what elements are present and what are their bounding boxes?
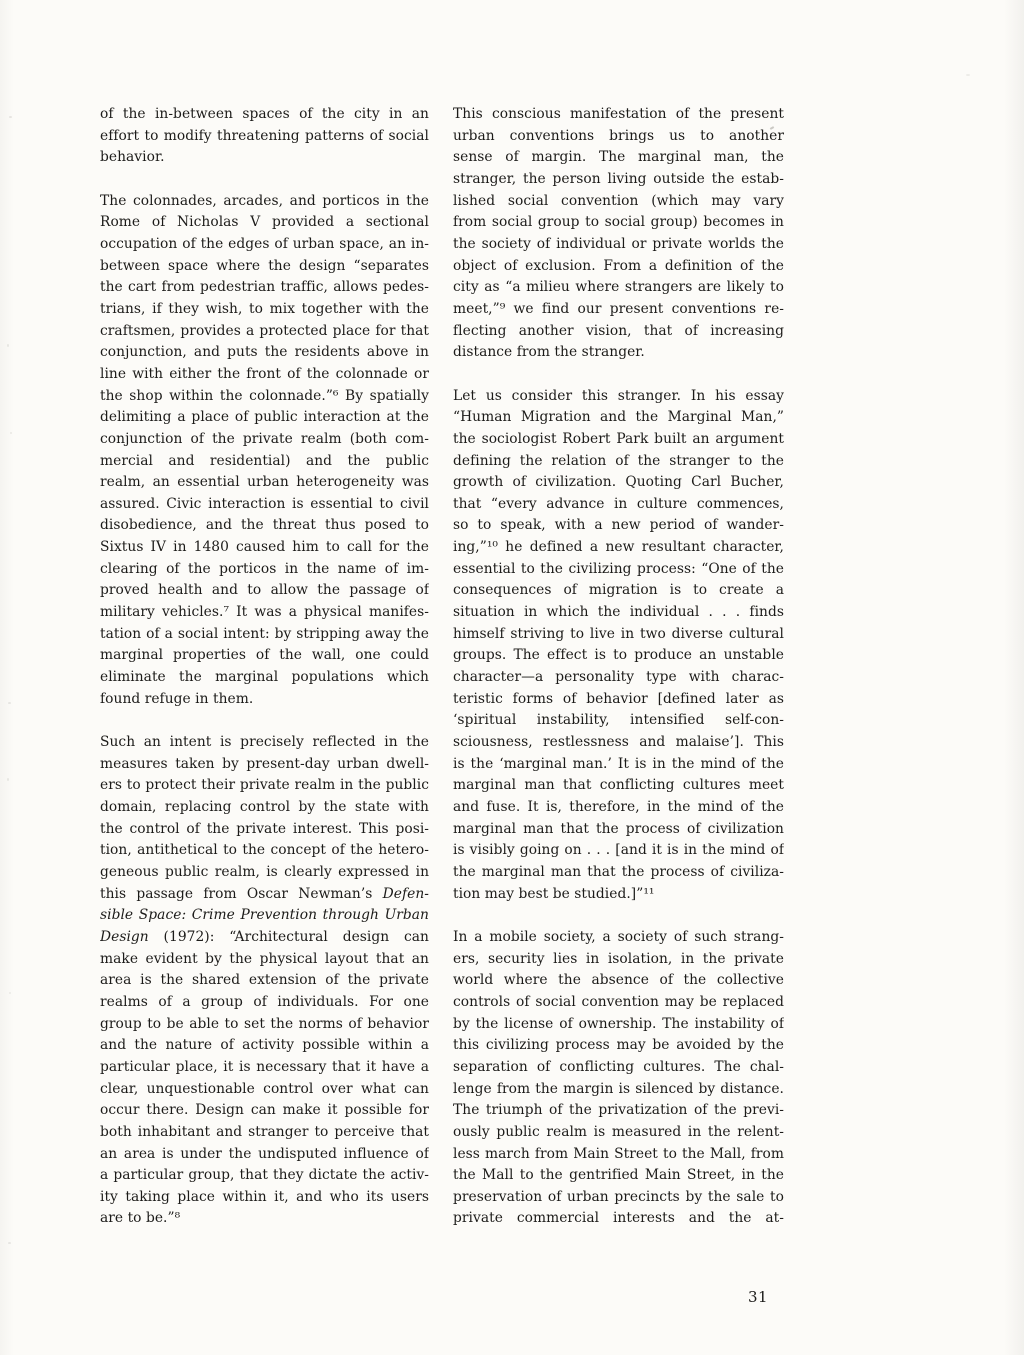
text-line: clear, unquestionable control over what can xyxy=(100,1080,429,1097)
text-line: and fuse. It is, therefore, in the mind of the xyxy=(453,799,784,815)
text-line: preservation of urban precincts by the sale to xyxy=(453,1188,784,1205)
paragraph xyxy=(100,732,429,1230)
text-line: occupation of the edges of urban space, an in- xyxy=(100,235,429,252)
text-line: private commercial interests and the at- xyxy=(453,1210,784,1227)
text-line: the control of the private interest. This posi- xyxy=(100,820,429,837)
text-line: lenge from the margin is silenced by distance. xyxy=(453,1080,784,1097)
text-line: is visibly going on . . . [and it is in the mind of xyxy=(453,842,784,859)
text-line: city as “a milieu where strangers are likely to xyxy=(453,279,784,296)
scan-speckle xyxy=(966,74,970,76)
text-line: the shop within the colonnade.”⁶ By spatially xyxy=(100,387,429,404)
text-line: the Mall to the gentrified Main Street, in the xyxy=(453,1167,784,1184)
paragraph xyxy=(453,104,784,364)
text-line: this civilizing process may be avoided by the xyxy=(453,1037,784,1054)
text-line: teristic forms of behavior [defined later as xyxy=(453,690,784,707)
text-line: assured. Civic interaction is essential to civil xyxy=(100,495,429,512)
text-line: separation of conflicting cultures. The chal- xyxy=(453,1058,784,1075)
text-line: domain, replacing control by the state with xyxy=(100,799,429,815)
text-line: tion, antithetical to the concept of the hetero- xyxy=(100,842,429,859)
text-line: conjunction, and puts the residents above in xyxy=(100,344,429,361)
text-line: tation of a social intent: by stripping away the xyxy=(100,625,429,642)
text-line: Rome of Nicholas V provided a sectional xyxy=(100,214,429,231)
text-line: Design (1972): “Architectural design can xyxy=(100,928,429,945)
text-line: In a mobile society, a society of such strang- xyxy=(453,928,784,945)
text-line: urban conventions brings us to another xyxy=(453,127,784,144)
text-line: controls of social convention may be replaced xyxy=(453,993,784,1010)
text-line: “Human Migration and the Marginal Man,” xyxy=(453,409,784,426)
text-line: between space where the design “separates xyxy=(100,257,429,274)
text-line: Such an intent is precisely reflected in the xyxy=(100,734,429,751)
text-line: mercial and residential) and the public xyxy=(100,452,429,469)
paragraph xyxy=(100,104,429,169)
text-line: the marginal man that the process of civiliza- xyxy=(453,863,784,880)
text-line: meet,”⁹ we find our present conventions re- xyxy=(453,300,784,317)
text-line: character—a personality type with charac- xyxy=(453,669,784,686)
text-line: tion may best be studied.]”¹¹ xyxy=(453,885,655,902)
text-line: distance from the stranger. xyxy=(453,344,645,361)
text-line: clearing of the porticos in the name of im- xyxy=(100,560,429,577)
text-line: both inhabitant and stranger to perceive that xyxy=(100,1123,429,1140)
text-line: is the ‘marginal man.’ It is in the mind of the xyxy=(453,755,784,772)
text-line: that “every advance in culture commences, xyxy=(453,495,784,512)
text-line: effort to modify threatening patterns of social xyxy=(100,127,429,144)
text-line: Sixtus IV in 1480 caused him to call for the xyxy=(100,539,429,556)
text-line: a particular group, that they dictate the activ- xyxy=(100,1167,429,1184)
text-line: realms of a group of individuals. For one xyxy=(100,993,429,1010)
right-column xyxy=(453,104,784,1230)
text-line: and the nature of activity possible within a xyxy=(100,1037,429,1054)
text-line: realm, an essential urban heterogeneity was xyxy=(100,474,429,491)
text-line: situation in which the individual . . . finds xyxy=(453,604,784,621)
text-line: ers to protect their private realm in the public xyxy=(100,777,429,794)
text-line: delimiting a place of public interaction at the xyxy=(100,409,429,426)
text-line: This conscious manifestation of the present xyxy=(453,106,784,122)
text-line: flecting another vision, that of increasing xyxy=(453,322,784,339)
text-line: object of exclusion. From a definition of the xyxy=(453,257,784,274)
text-line: ously public realm is measured in the relent- xyxy=(453,1123,784,1140)
text-line: ers, security lies in isolation, in the private xyxy=(453,950,784,967)
text-line: geneous public realm, is clearly expressed in xyxy=(100,863,429,880)
text-line: marginal man that conflicting cultures meet xyxy=(453,777,784,794)
text-line: trians, if they wish, to mix together with the xyxy=(100,300,429,317)
text-line: the cart from pedestrian traffic, allows pedes- xyxy=(100,279,429,296)
text-line: so to speak, with a new period of wander- xyxy=(453,517,784,534)
scan-edge-shading-right xyxy=(1004,0,1024,1355)
text-line: military vehicles.⁷ It was a physical manifes- xyxy=(100,604,429,621)
text-line: ‘spiritual instability, intensified self-con- xyxy=(453,712,784,729)
scan-edge-shading-left xyxy=(0,0,14,1355)
text-line: occur there. Design can make it possible for xyxy=(100,1102,429,1119)
text-line: stranger, the person living outside the estab- xyxy=(453,170,784,187)
text-line: himself striving to live in two diverse cultural xyxy=(453,625,784,642)
text-line: world where the absence of the collective xyxy=(453,972,784,989)
text-line: sible Space: Crime Prevention through Urban xyxy=(100,907,429,924)
text-line: by the license of ownership. The instability of xyxy=(453,1015,784,1032)
text-line: the sociologist Robert Park built an argument xyxy=(453,430,784,447)
text-line: disobedience, and the threat thus posed to xyxy=(100,517,429,534)
text-line: sciousness, restlessness and malaise’]. This xyxy=(453,734,784,751)
text-line: of the in-between spaces of the city in an xyxy=(100,106,429,122)
text-line: found refuge in them. xyxy=(100,690,254,707)
page-number: 31 xyxy=(748,1288,769,1306)
text-line: particular place, it is necessary that it have a xyxy=(100,1058,429,1075)
paragraph xyxy=(453,927,784,1230)
text-line: less march from Main Street to the Mall, from xyxy=(453,1145,784,1162)
text-line: The colonnades, arcades, and porticos in the xyxy=(100,192,429,209)
paragraph xyxy=(100,191,429,711)
text-line: consequences of migration is to create a xyxy=(453,582,784,599)
left-column xyxy=(100,104,429,1230)
text-line: area is the shared extension of the private xyxy=(100,972,429,989)
text-line: this passage from Oscar Newman’s Defen- xyxy=(100,885,429,902)
text-line: proved health and to allow the passage of xyxy=(100,582,429,599)
text-line: Let us consider this stranger. In his essay xyxy=(453,387,784,404)
text-line: the society of individual or private worlds the xyxy=(453,235,784,252)
text-line: an area is under the undisputed influence of xyxy=(100,1145,429,1162)
text-line: marginal man that the process of civilization xyxy=(453,820,784,837)
text-line: The triumph of the privatization of the previ- xyxy=(453,1102,784,1119)
text-line: lished social convention (which may vary xyxy=(453,192,784,209)
text-line: defining the relation of the stranger to the xyxy=(453,452,784,469)
text-line: group to be able to set the norms of behavior xyxy=(100,1015,429,1032)
text-line: ity taking place within it, and who its users xyxy=(100,1188,429,1205)
text-line: groups. The effect is to produce an unstable xyxy=(453,647,784,664)
text-line: ing,”¹⁰ he defined a new resultant character, xyxy=(453,539,784,556)
text-line: craftsmen, provides a protected place for that xyxy=(100,322,429,339)
text-line: marginal properties of the wall, one could xyxy=(100,647,429,664)
text-line: conjunction of the private realm (both com- xyxy=(100,430,429,447)
paragraph xyxy=(453,386,784,906)
text-line: essential to the civilizing process: “One of the xyxy=(453,560,784,577)
text-line: measures taken by present-day urban dwell- xyxy=(100,755,429,772)
text-line: sense of margin. The marginal man, the xyxy=(453,149,784,166)
text-line: are to be.”⁸ xyxy=(100,1210,181,1227)
text-line: line with either the front of the colonnade or xyxy=(100,365,429,382)
text-line: growth of civilization. Quoting Carl Bucher, xyxy=(453,474,784,491)
text-line: make evident by the physical layout that an xyxy=(100,950,429,967)
text-line: from social group to social group) becomes in xyxy=(453,214,784,231)
text-line: eliminate the marginal populations which xyxy=(100,669,429,686)
text-line: behavior. xyxy=(100,149,165,166)
